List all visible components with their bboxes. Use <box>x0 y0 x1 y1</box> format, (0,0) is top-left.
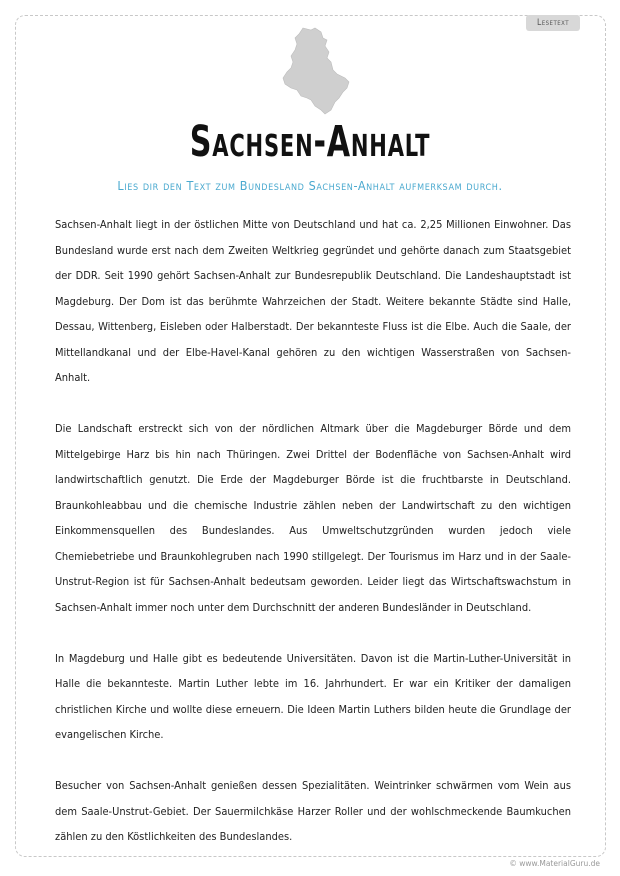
document-type-tag: Lesetext <box>526 15 580 31</box>
copyright-footer: © www.MaterialGuru.de <box>509 859 600 868</box>
sachsen-anhalt-map-icon <box>275 26 355 116</box>
paragraph: Die Landschaft erstreckt sich von der nördlichen Altmark über die Magdeburger Börde und dem Mittelgebirge Harz bis hin nach Thüringen. Zwei Drittel der Bodenfläche von Sachsen-Anhalt wird landwirtschaftlich genutzt. Die Erde der Magdeburger Börde ist die fruchtbarste in Deutschland. Braunkohleabbau und die chemische Industrie zählen neben der Landwirtschaft zu den wichtigen Einkommensquellen des Bundeslandes. Aus Umweltschutzgründen wurden jedoch viele Chemiebetriebe und Braunkohlegruben nach 1990 stillgelegt. Der Tourismus im Harz und in der Saale-Unstrut-Region ist für Sachsen-Anhalt bedeutsam geworden. Leider liegt das Wirtschaftswachstum in Sachsen-Anhalt immer noch unter dem Durchschnitt der anderen Bundesländer in Deutschland. <box>55 422 571 614</box>
instruction-subtitle: Lies dir den Text zum Bundesland Sachsen-Anhalt aufmerksam durch. <box>117 178 503 193</box>
page-title: Sachsen-Anhalt <box>189 117 431 167</box>
reading-text <box>55 212 571 875</box>
paragraph: In Magdeburg und Halle gibt es bedeutende Universitäten. Davon ist die Martin-Luther-Universität in Halle die bekannteste. Martin Luther lebte im 16. Jahrhundert. Er war ein Kritiker der damaligen christlichen Kirche und wollte diese erneuern. Die Ideen Martin Luthers bilden heute die Grundlage der evangelischen Kirche. <box>55 651 571 741</box>
paragraph: Besucher von Sachsen-Anhalt genießen dessen Spezialitäten. Weintrinker schwärmen vom Wein aus dem Saale-Unstrut-Gebiet. Der Sauermilchkäse Harzer Roller und der wohlschmeckende Baumkuchen zählen zu den Köstlichkeiten des Bundeslandes. <box>55 779 571 843</box>
paragraph: Sachsen-Anhalt liegt in der östlichen Mitte von Deutschland und hat ca. 2,25 Millionen Einwohner. Das Bundesland wurde erst nach dem Zweiten Weltkrieg gegründet und gehörte danach zum Staatsgebiet der DDR. Seit 1990 gehört Sachsen-Anhalt zur Bundesrepublik Deutschland. Die Landeshauptstadt ist Magdeburg. Der Dom ist das berühmte Wahrzeichen der Stadt. Weitere bekannte Städte sind Halle, Dessau, Wittenberg, Eisleben oder Halberstadt. Der bekannteste Fluss ist die Elbe. Auch die Saale, der Mittellandkanal und der Elbe-Havel-Kanal gehören zu den wichtigen Wasserstraßen von Sachsen-Anhalt. <box>55 218 571 384</box>
